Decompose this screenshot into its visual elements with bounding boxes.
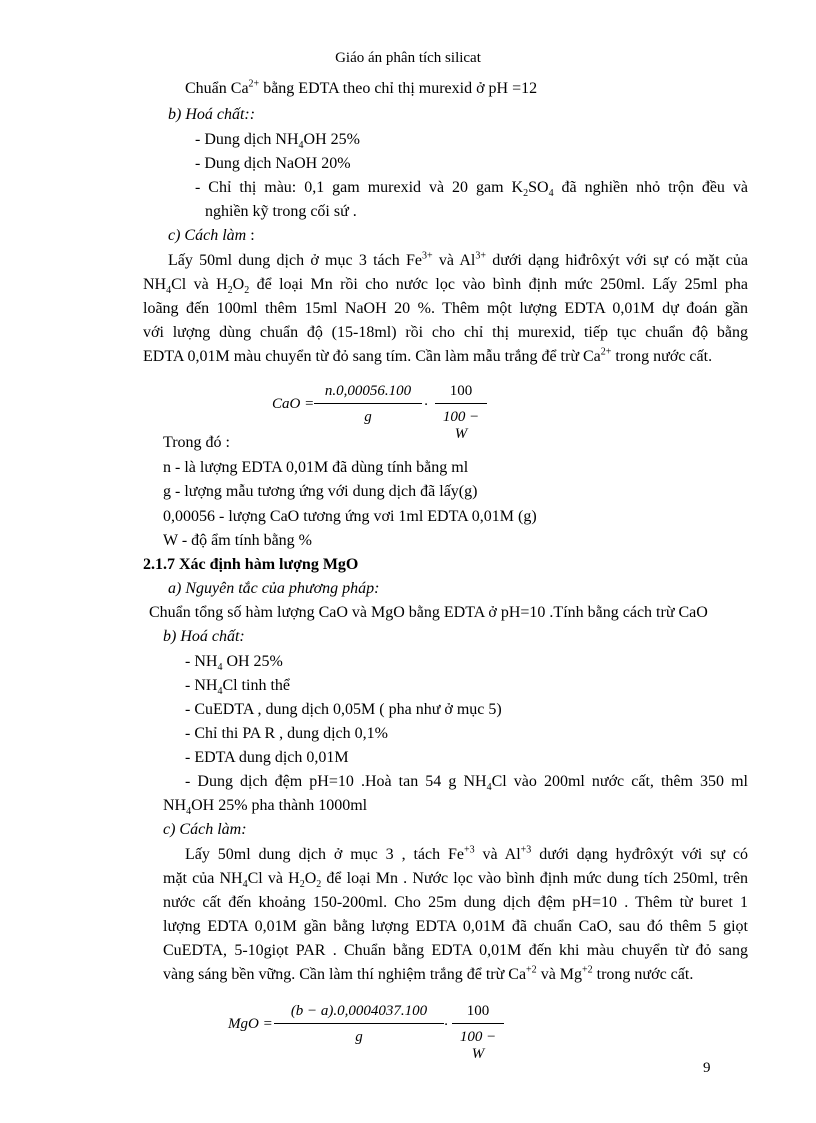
mgo-chemicals-title: b) Hoá chất: xyxy=(163,628,245,645)
where-item: W - độ ẩm tính bằng % xyxy=(163,532,313,549)
where-item: n - là lượng EDTA 0,01M đã dùng tính bằng ml xyxy=(163,459,469,476)
mgo-chem-item: - Dung dịch đệm pH=10 .Hoà tan 54 g $NH_4Cl$ vào 200ml nước cất, thêm 350 ml xyxy=(185,773,748,794)
mgo-proc-line: lượng EDTA 0,01M gần bằng lượng EDTA 0,01M đã chuẩn CaO, sau đó thêm 5 giọt xyxy=(163,918,748,935)
mgo-chem-item: - EDTA dung dịch 0,01M xyxy=(185,749,349,766)
cao-chem-item: - Chỉ thị màu: 0,1 gam murexid và 20 gam $K_2SO_4$ đã nghiền nhỏ trộn đều và xyxy=(195,179,749,200)
cao-chem-item: - Dung dịch $NH_4OH$ 25% xyxy=(195,131,360,152)
cao-proc-line: Lấy 50ml dung dịch ở mục 3 tách $Fe^{3+}$ và $Al^{3+}$ dưới dạng hiđrôxýt với sự có mặt của xyxy=(168,250,749,269)
cao-proc-line: loãng đến 100ml thêm 15ml NaOH 20 %. Thêm một lượng EDTA 0,01M dự đoán gần xyxy=(143,300,748,317)
page-header: Giáo án phân tích silicat xyxy=(335,50,481,66)
mgo-principle-title: a) Nguyên tắc của phương pháp: xyxy=(168,580,380,597)
where-item: g - lượng mẫu tương ứng với dung dịch đã lấy(g) xyxy=(163,483,478,500)
cao-proc-line: với lượng dùng chuẩn độ (15-18ml) rồi cho chỉ thị murexid, tiếp tục chuẩn độ bằng xyxy=(143,324,748,341)
cao-formula: CaO = n.0,00056.100 g · 100 100 − W xyxy=(272,383,512,443)
mgo-procedure-title: c) Cách làm: xyxy=(163,821,247,838)
where-item: 0,00056 - lượng CaO tương ứng vơi 1ml EDTA 0,01M (g) xyxy=(163,508,537,525)
mgo-proc-line: mặt của $NH_4Cl$ và $H_2O_2$ để loại Mn . Nước lọc vào bình định mức dung tích 250ml, trên xyxy=(163,870,748,891)
mgo-proc-line: nước cất đến khoảng 150-200ml. Cho 25m dung dịch đệm pH=10 . Thêm từ buret 1 xyxy=(163,894,748,911)
mgo-proc-line: CuEDTA, 5-10giọt PAR . Chuẩn bằng EDTA 0,01M đến khi màu chuyển từ đỏ sang xyxy=(163,942,748,959)
mgo-chem-item: - $NH_4$ OH 25% xyxy=(185,653,283,674)
section-heading-mgo: 2.1.7 Xác định hàm lượng MgO xyxy=(143,556,359,573)
mgo-chem-item: - $NH_4Cl$ tinh thể xyxy=(185,677,290,698)
cao-procedure-title: c) Cách làm : xyxy=(168,227,255,244)
mgo-principle-text: Chuẩn tổng số hàm lượng CaO và MgO bằng EDTA ở pH=10 .Tính bằng cách trừ CaO xyxy=(149,604,708,621)
mgo-formula: MgO = (b − a).0,0004037.100 g · 100 100 − W xyxy=(228,1003,508,1063)
cao-proc-line: $NH_4Cl$ và $H_2O_2$ để loại Mn rồi cho nước lọc vào bình định mức 250ml. Lấy 25ml pha xyxy=(143,276,748,297)
mgo-chem-item: - Chỉ thi PA R , dung dịch 0,1% xyxy=(185,725,388,742)
where-title: Trong đó : xyxy=(163,434,230,451)
cao-proc-line: EDTA 0,01M màu chuyển từ đỏ sang tím. Cần làm mẫu trắng để trừ $Ca^{2+}$ trong nước cất. xyxy=(143,346,713,365)
mgo-chem-item-cont: $NH_4OH$ 25% pha thành 1000ml xyxy=(163,797,368,818)
cao-chemicals-title: b) Hoá chất:: xyxy=(168,106,256,123)
cao-chem-item: - Dung dịch NaOH 20% xyxy=(195,155,351,172)
cao-intro: Chuẩn $Ca^{2+}$ bằng EDTA theo chỉ thị murexid ở pH =12 xyxy=(185,78,538,97)
mgo-chem-item: - CuEDTA , dung dịch 0,05M ( pha như ở mục 5) xyxy=(185,701,502,718)
mgo-proc-line: vàng sáng bền vững. Cần làm thí nghiệm trắng để trừ $Ca^{+2}$ và $Mg^{+2}$ trong nước cất. xyxy=(163,964,694,983)
cao-chem-item-cont: nghiền kỹ trong cối sứ . xyxy=(205,203,357,220)
page-number: 9 xyxy=(703,1060,711,1076)
mgo-proc-line: Lấy 50ml dung dịch ở mục 3 , tách $Fe^{+3}$ và $Al^{+3}$ dưới dạng hyđrôxýt với sự có xyxy=(185,844,749,863)
